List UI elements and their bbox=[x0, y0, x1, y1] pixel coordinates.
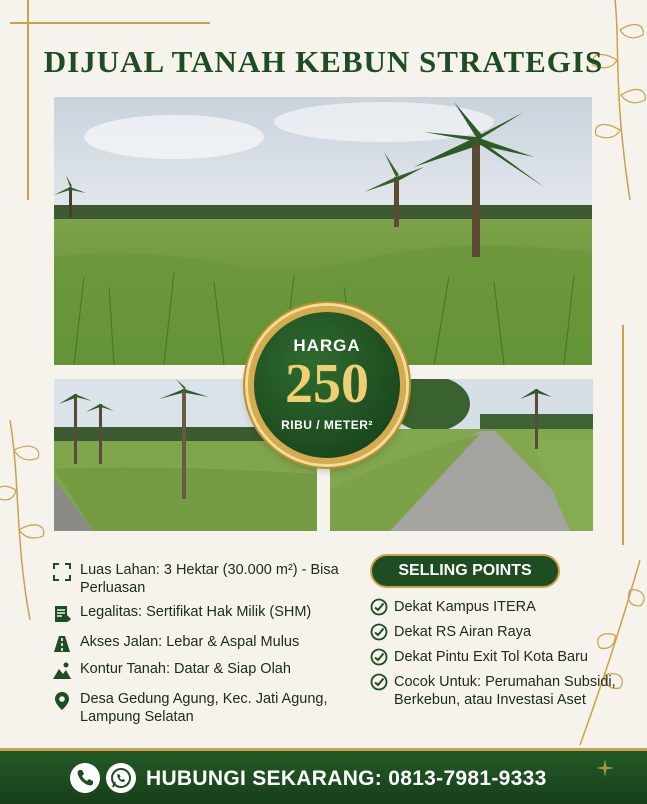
feature-text-legal: Legalitas: Sertifikat Hak Milik (SHM) bbox=[80, 604, 312, 620]
frame-line-left bbox=[27, 0, 29, 200]
contact-footer bbox=[0, 748, 647, 804]
price-label: HARGA bbox=[293, 336, 361, 355]
feature-item-terrain bbox=[52, 660, 352, 681]
feature-item-road bbox=[52, 633, 352, 654]
check-circle-icon bbox=[370, 648, 388, 666]
feature-text-road: Akses Jalan: Lebar & Aspal Mulus bbox=[80, 634, 300, 650]
feature-text-area: Luas Lahan: 3 Hektar (30.000 m²) - Bisa Perluasan bbox=[80, 562, 339, 596]
check-circle-icon bbox=[370, 623, 388, 641]
frame-line-top bbox=[10, 22, 210, 24]
feature-text-terrain: Kontur Tanah: Datar & Siap Olah bbox=[80, 661, 291, 677]
selling-points-title: SELLING POINTS bbox=[370, 554, 560, 588]
feature-text-location: Desa Gedung Agung, Kec. Jati Agung, Lampung Selatan bbox=[80, 691, 328, 725]
selling-point-item bbox=[370, 673, 629, 709]
whatsapp-icon[interactable] bbox=[106, 763, 136, 793]
price-unit: RIBU / METER² bbox=[281, 418, 373, 432]
terrain-icon bbox=[52, 661, 72, 681]
price-value: 250 bbox=[285, 353, 369, 415]
area-expand-icon bbox=[52, 562, 72, 582]
selling-point-item bbox=[370, 648, 588, 666]
page-title: DIJUAL TANAH KEBUN STRATEGIS bbox=[43, 44, 604, 79]
sparkle-icon bbox=[596, 759, 614, 777]
check-circle-icon bbox=[370, 673, 388, 691]
feature-item-location bbox=[52, 690, 352, 726]
location-pin-icon bbox=[52, 691, 72, 711]
selling-point-text: Cocok Untuk: Perumahan Subsidi, Berkebun, atau Investasi Aset bbox=[394, 674, 616, 708]
selling-point-text: Dekat Pintu Exit Tol Kota Baru bbox=[394, 649, 588, 665]
selling-point-item bbox=[370, 623, 531, 641]
selling-point-item bbox=[370, 598, 536, 616]
road-icon bbox=[52, 634, 72, 654]
selling-point-text: Dekat RS Airan Raya bbox=[394, 624, 532, 640]
certificate-icon bbox=[52, 604, 72, 624]
selling-point-text: Dekat Kampus ITERA bbox=[394, 599, 536, 615]
feature-item-legal bbox=[52, 603, 352, 624]
contact-cta[interactable]: HUBUNGI SEKARANG: 0813-7981-9333 bbox=[146, 767, 547, 790]
phone-icon[interactable] bbox=[70, 763, 100, 793]
leaf-decoration-left-icon bbox=[0, 420, 52, 620]
price-badge bbox=[248, 306, 406, 464]
frame-line-right bbox=[622, 325, 624, 545]
feature-item-area bbox=[52, 561, 352, 597]
check-circle-icon bbox=[370, 598, 388, 616]
